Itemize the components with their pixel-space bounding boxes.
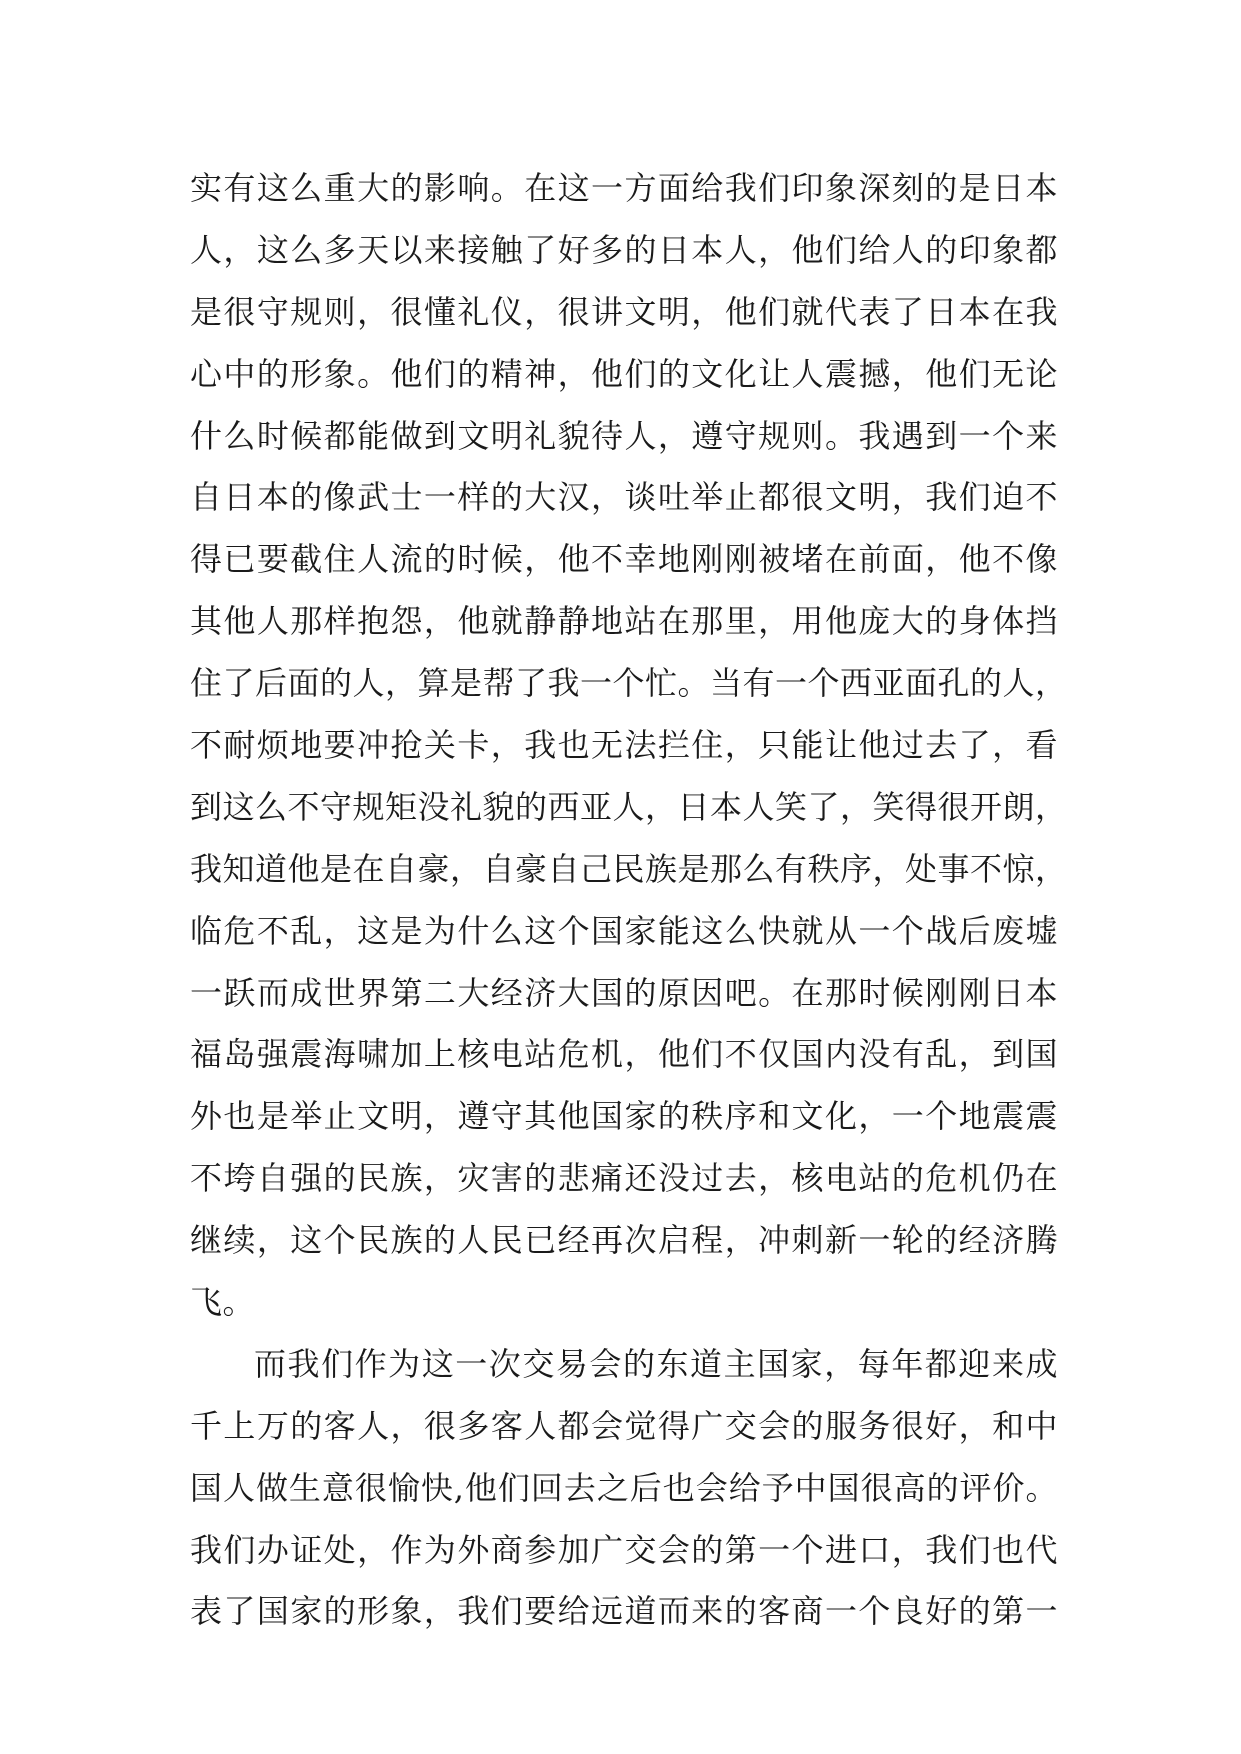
text-line: 得已要截住人流的时候，他不幸地刚刚被堵在前面，他不像 [190, 540, 1058, 579]
text-line: 住了后面的人，算是帮了我一个忙。当有一个西亚面孔的人， [190, 664, 1068, 703]
text-line: 不垮自强的民族，灾害的悲痛还没过去，核电站的危机仍在 [190, 1159, 1058, 1198]
text-line: 国人做生意很愉快,他们回去之后也会给予中国很高的评价。 [190, 1468, 1058, 1507]
text-line: 福岛强震海啸加上核电站危机，他们不仅国内没有乱，到国 [190, 1035, 1058, 1074]
text-line: 而我们作为这一次交易会的东道主国家，每年都迎来成 [254, 1344, 1058, 1383]
text-line: 表了国家的形象，我们要给远道而来的客商一个良好的第一 [190, 1592, 1058, 1631]
text-line: 千上万的客人，很多客人都会觉得广交会的服务很好，和中 [190, 1406, 1058, 1445]
text-line: 是很守规则，很懂礼仪，很讲文明，他们就代表了日本在我 [190, 292, 1058, 331]
text-line: 一跃而成世界第二大经济大国的原因吧。在那时候刚刚日本 [190, 973, 1058, 1012]
text-line: 心中的形象。他们的精神，他们的文化让人震撼，他们无论 [190, 354, 1058, 393]
body-text [190, 158, 1068, 1643]
text-line: 继续，这个民族的人民已经再次启程，冲刺新一轮的经济腾 [190, 1221, 1058, 1260]
text-line: 人，这么多天以来接触了好多的日本人，他们给人的印象都 [190, 230, 1058, 269]
text-line: 我们办证处，作为外商参加广交会的第一个进口，我们也代 [190, 1530, 1058, 1569]
text-line: 我知道他是在自豪，自豪自己民族是那么有秩序，处事不惊， [190, 849, 1068, 888]
paragraph-2 [190, 1334, 1058, 1643]
text-line: 什么时候都能做到文明礼貌待人，遵守规则。我遇到一个来 [190, 416, 1058, 455]
text-line: 临危不乱，这是为什么这个国家能这么快就从一个战后废墟 [190, 911, 1058, 950]
paragraph-1 [190, 158, 1068, 1334]
text-line: 外也是举止文明，遵守其他国家的秩序和文化，一个地震震 [190, 1097, 1058, 1136]
text-line: 飞。 [190, 1283, 256, 1322]
text-line: 不耐烦地要冲抢关卡，我也无法拦住，只能让他过去了，看 [190, 726, 1058, 765]
text-line: 实有这么重大的影响。在这一方面给我们印象深刻的是日本 [190, 169, 1058, 207]
text-line: 到这么不守规矩没礼貌的西亚人，日本人笑了，笑得很开朗， [190, 787, 1068, 826]
text-line: 其他人那样抱怨，他就静静地站在那里，用他庞大的身体挡 [190, 602, 1058, 641]
text-line: 自日本的像武士一样的大汉，谈吐举止都很文明，我们迫不 [190, 478, 1058, 517]
